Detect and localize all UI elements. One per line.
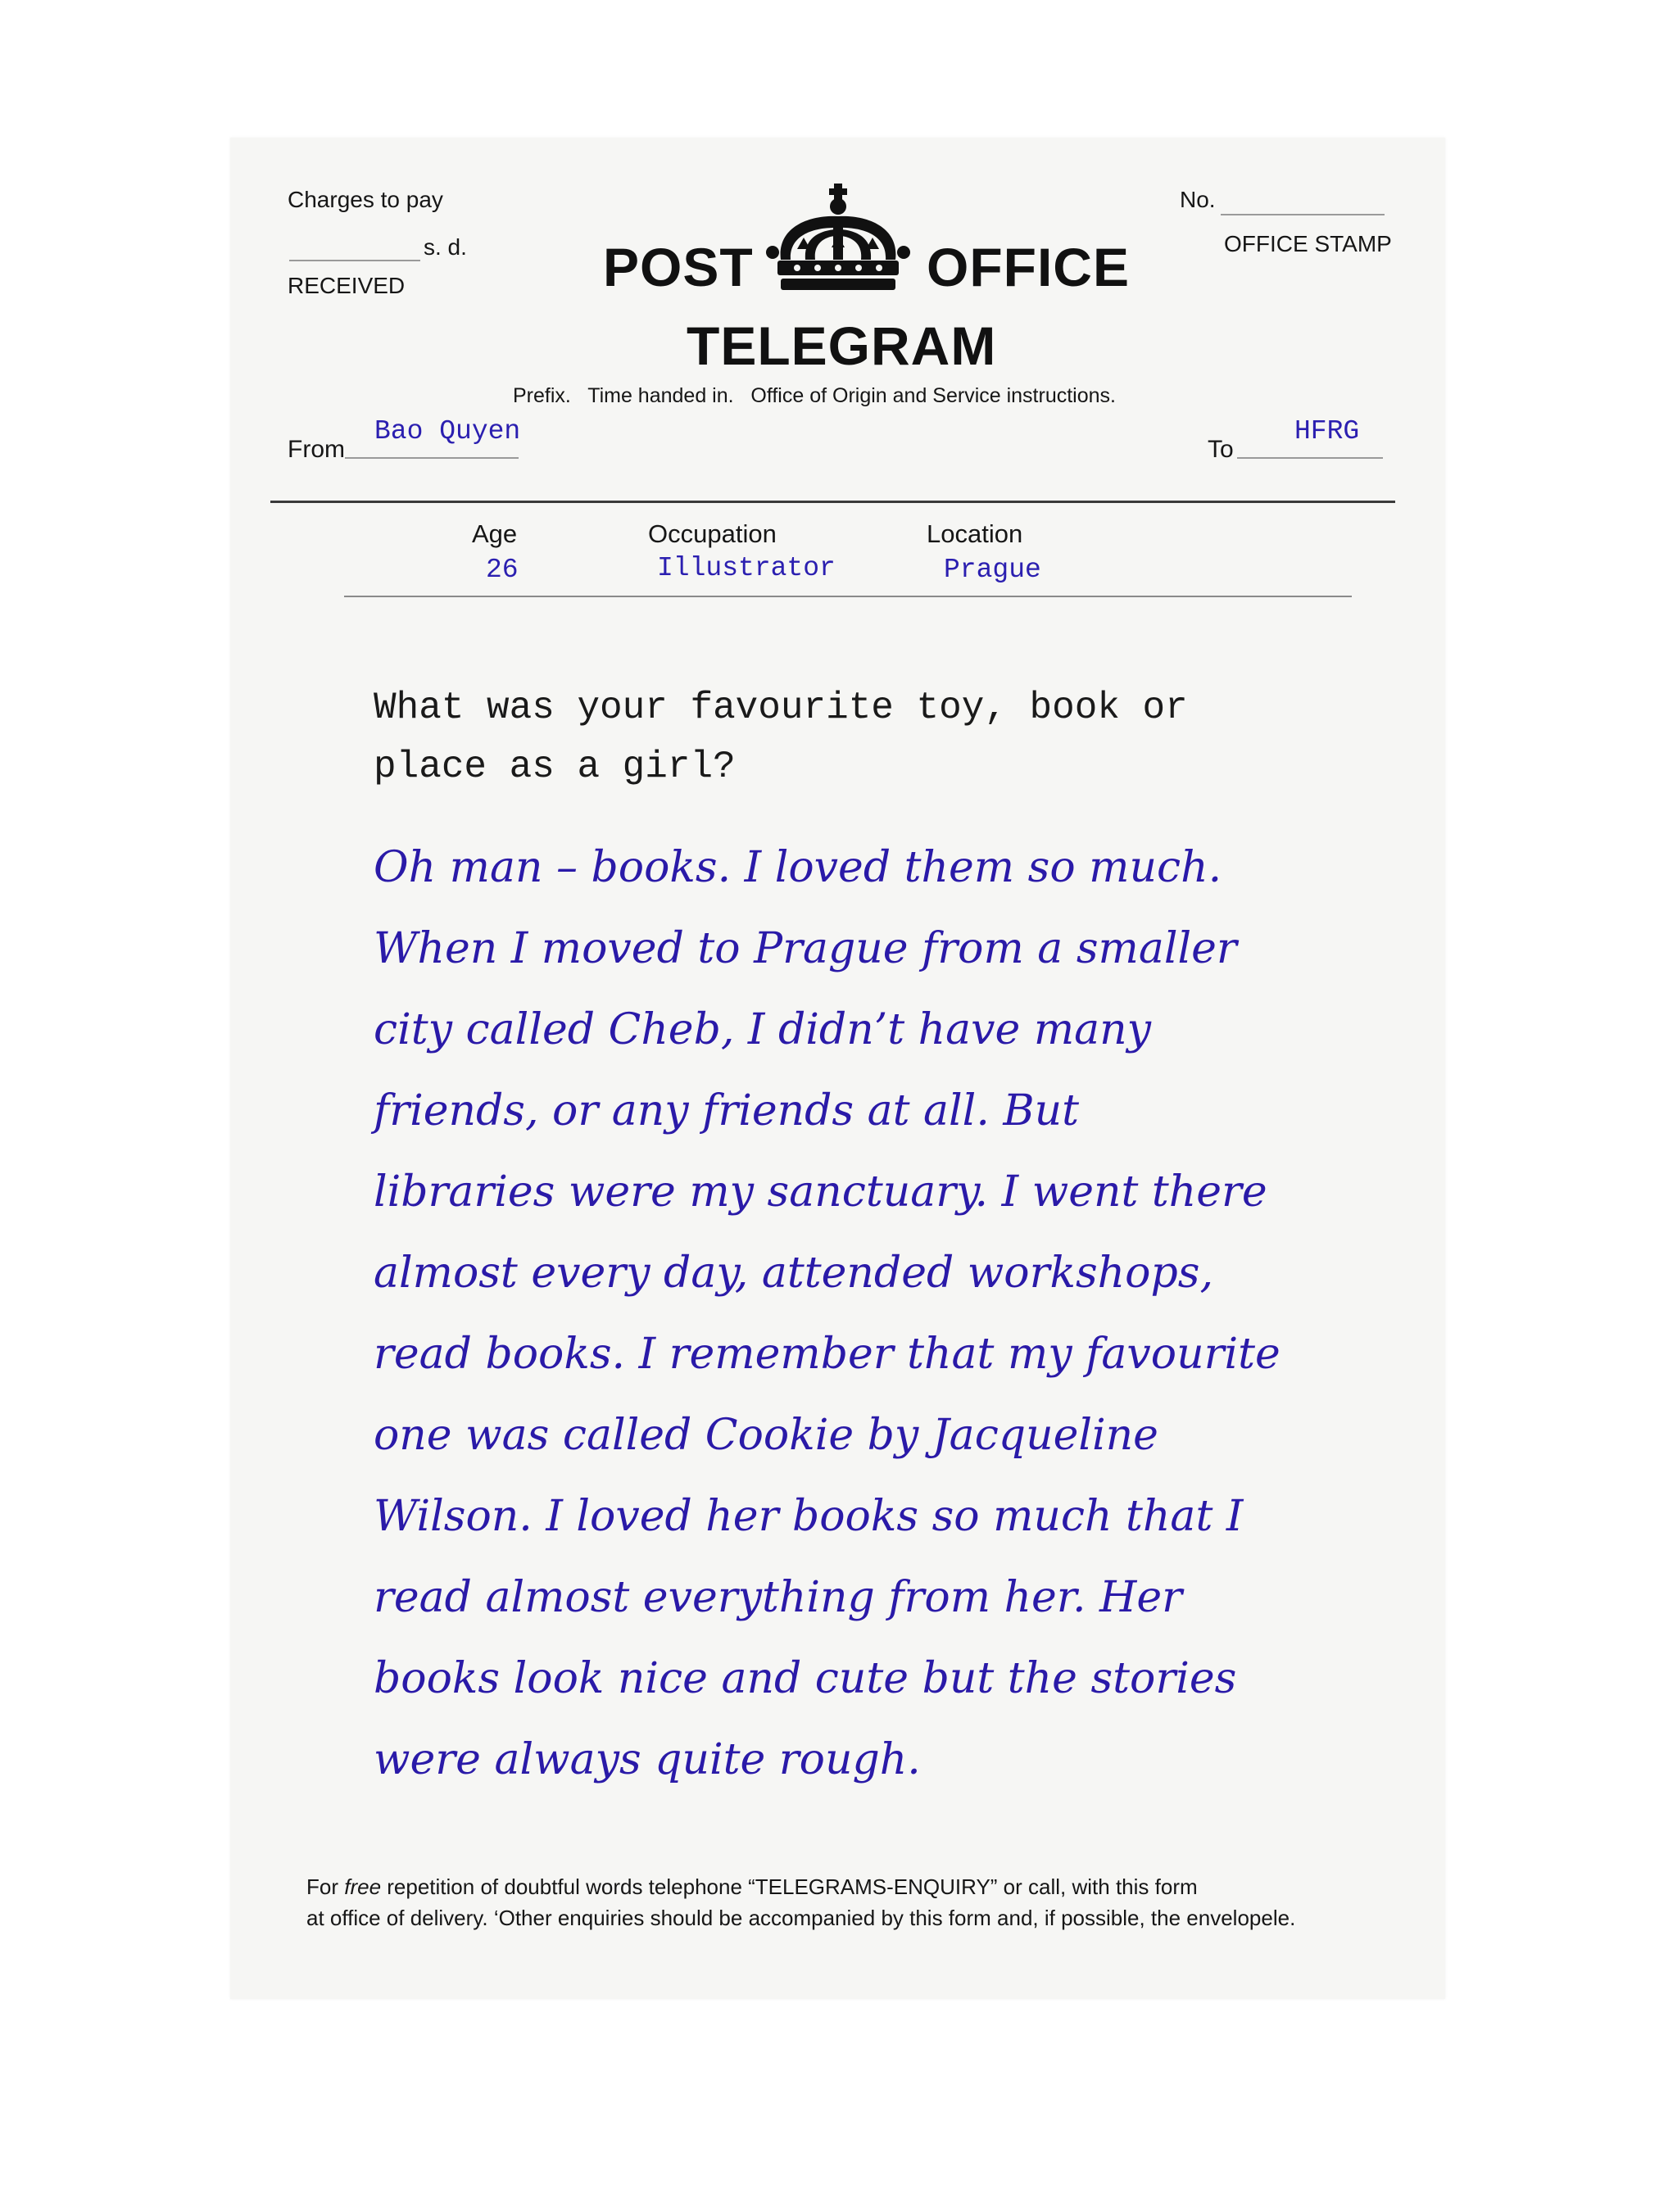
- location-value: Prague: [944, 555, 1041, 585]
- charges-to-pay-label: Charges to pay: [288, 187, 443, 212]
- title-telegram: TELEGRAM: [687, 315, 997, 376]
- number-line: [1221, 214, 1385, 215]
- sd-label: s. d.: [424, 234, 467, 260]
- answer-text: [374, 827, 1389, 1801]
- occupation-value: Illustrator: [657, 553, 836, 583]
- footer-line-2: at office of delivery. ‘Other enquiries should be accompanied by this form and, if possible, the envelopele.: [306, 1906, 1296, 1930]
- occupation-label: Occupation: [648, 519, 777, 548]
- answer-line: When I moved to Prague from a smaller: [374, 924, 1237, 973]
- from-label: From: [288, 436, 345, 463]
- charges-line: [289, 260, 420, 261]
- title-post: POST: [603, 237, 754, 297]
- answer-line: read almost everything from her. Her: [374, 1573, 1182, 1622]
- answer-line: city called Cheb, I didn’t have many: [374, 1005, 1151, 1054]
- footer-line-1: [306, 1871, 1421, 1902]
- location-label: Location: [927, 519, 1023, 548]
- to-label: To: [1208, 436, 1234, 463]
- office-stamp-label: OFFICE STAMP: [1224, 231, 1392, 256]
- answer-line: friends, or any friends at all. But: [374, 1086, 1079, 1135]
- crown-icon: [764, 182, 912, 305]
- details-divider: [344, 596, 1352, 597]
- number-label: No.: [1180, 187, 1216, 212]
- from-value: Bao Quyen: [374, 416, 521, 446]
- to-line: [1237, 457, 1383, 459]
- footer-free-word: free: [344, 1874, 382, 1899]
- footer-line-1-end: repetition of doubtful words telephone “TELEGRAMS-ENQUIRY” or call, with this form: [381, 1874, 1198, 1899]
- from-line: [345, 457, 519, 459]
- age-value: 26: [486, 555, 519, 585]
- question-text: What was your favourite toy, book or place as a girl?: [374, 687, 1188, 788]
- answer-line: books look nice and cute but the stories: [374, 1654, 1237, 1703]
- received-label: RECEIVED: [288, 273, 406, 298]
- answer-line: read books. I remember that my favourite: [374, 1330, 1281, 1379]
- footer-notice: [306, 1871, 1421, 1933]
- title-office: OFFICE: [927, 237, 1130, 297]
- answer-line: libraries were my sanctuary. I went there: [374, 1167, 1267, 1217]
- answer-line: almost every day, attended workshops,: [374, 1249, 1213, 1298]
- answer-line: one was called Cookie by Jacqueline: [374, 1411, 1158, 1460]
- answer-line: Wilson. I loved her books so much that I: [374, 1492, 1244, 1541]
- answer-line: were always quite rough.: [374, 1735, 921, 1784]
- answer-line: Oh man – books. I loved them so much.: [374, 843, 1222, 892]
- header-divider: [270, 501, 1395, 503]
- prefix-line: Prefix. Time handed in. Office of Origin and Service instructions.: [513, 384, 1116, 407]
- age-label: Age: [472, 519, 518, 548]
- footer-line-1-start: For: [306, 1874, 345, 1899]
- to-value: HFRG: [1294, 416, 1360, 446]
